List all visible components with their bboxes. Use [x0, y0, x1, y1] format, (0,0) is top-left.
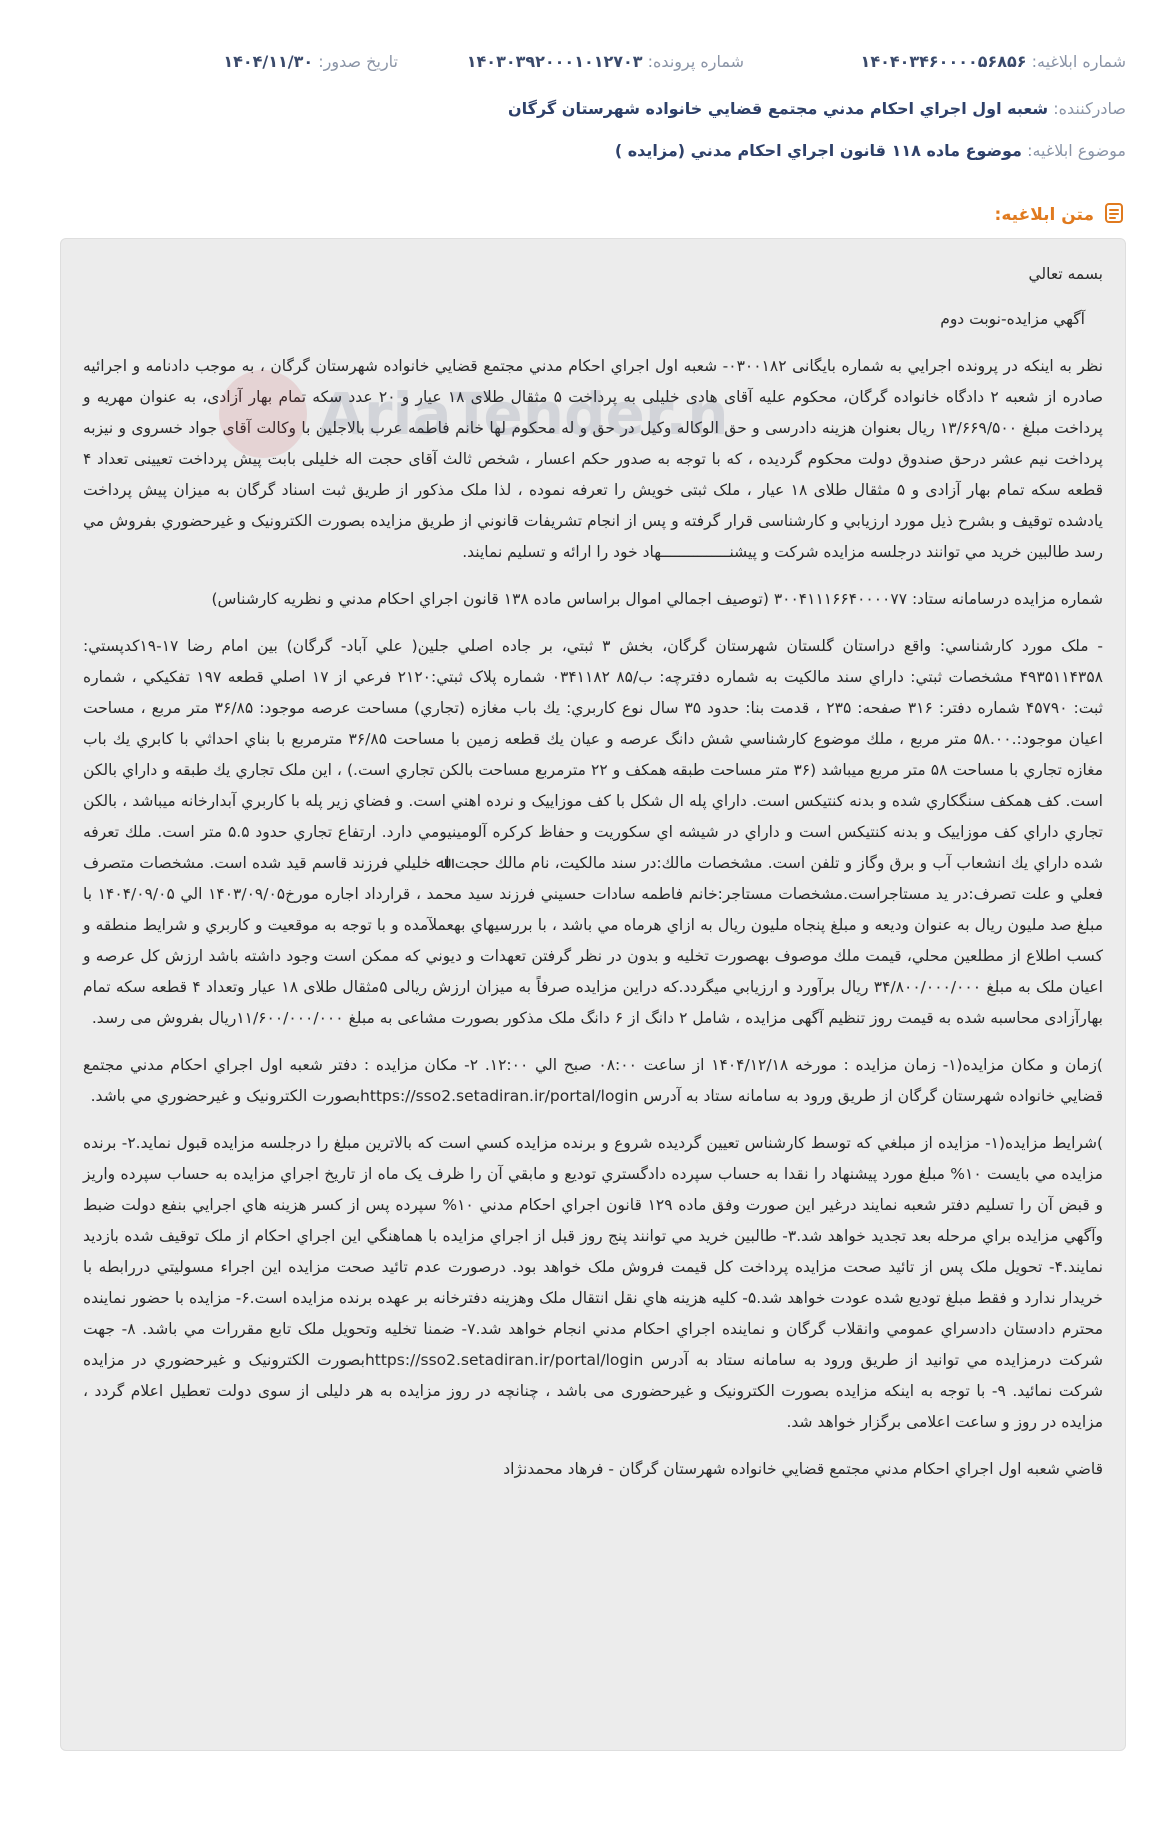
- subject-label: موضوع ابلاغيه:: [1027, 141, 1126, 160]
- notice-text-label: متن ابلاغيه:: [994, 205, 1094, 225]
- issue-date-label: تاريخ صدور:: [318, 52, 398, 71]
- notice-number-value: ۱۴۰۴۰۳۴۶۰۰۰۰۵۶۸۵۶: [860, 52, 1027, 71]
- property-description: - ملک مورد کارشناسي: واقع دراستان گلستان شهرستان گرگان، بخش ۳ ثبتي، بر جاده اصلي جلين( علي آباد- گرگان) بين امام رضا ۱۷-۱۹کدپستي: ۴۹۳۵۱۱۴۳۵۸ مشخصات ثبتي: داراي سند مالکيت به شماره دفترچه: ب/۸۵ ۰۳۴۱۱۸۲ شماره پلاک ثبتي:۲۱۲۰ فرعي از ۱۷ اصلي قطعه ۱۹۷ تفکيکي ، شماره ثبت: ۴۵۷۹۰ شماره دفتر: ۳۱۶ صفحه: ۲۳۵ ، قدمت بنا: حدود ۳۵ سال نوع کاربري: يك باب مغازه (تجاري) مساحت عرصه موجود: ۳۶/۸۵ متر مربع ، مساحت اعيان موجود:.۵۸.۰۰ متر مربع ، ملك موضوع کارشناسي شش دانگ عرصه و عيان يك قطعه زمين با مساحت ۳۶/۸۵ مترمربع با بناي احداثي با کابري يك باب مغازه تجاري با مساحت ۵۸ متر مربع ميباشد (۳۶ متر مساحت طبقه همکف و ۲۲ مترمربع مساحت بالکن تجاري است.) ، اين ملک تجاري يك طبقه و داراي بالکن است. کف همکف سنگکاري شده و بدنه کنتيکس است. داراي پله ال شکل با کف موزاييک و نرده اهني است. و فضاي زير پله با کاربري آبدارخانه ميباشد ، بالکن تجاري داراي کف موزاييک و بدنه کنتيکس است و داراي در شيشه اي سکوريت و حفاظ کرکره آلومينيومي دارد. ارتفاع تجاري حدود ۵.۵ متر است. ملك تعرفه شده داراي يك انشعاب آب و برق وگاز و تلفن است. مشخصات مالك:در سند مالکيت، نام مالك حجت اﷲ خليلي فرزند قاسم قيد شده است. مشخصات متصرف فعلي و علت تصرف:در يد مستاجراست.مشخصات مستاجر:خانم فاطمه سادات حسيني فرزند سيد محمد ، قرارداد اجاره مورخ۱۴۰۳/۰۹/۰۵ الي ۱۴۰۴/۰۹/۰۵ با مبلغ صد مليون ريال به عنوان وديعه و مبلغ پنجاه مليون ريال به ازاي هرماه مي باشد ، با بررسيهاي بهعملآمده و با توجه به موقعيت و کاربري و شرايط منطقه و کسب اطلاع از مطلعين محلي، قيمت ملك موصوف بهصورت تخليه و بدون در نظر گرفتن تعهدات و ديوني که ممکن است وجود داشته باشد ارزش کل عرصه و اعيان ملک به مبلغ ۳۴/۸۰۰/۰۰۰/۰۰۰ ريال برآورد و ارزيابي ميگردد.که دراين مزايده صرفاً به ميزان ارزش ريالی ۵مثقال طلای ۱۸ عيار وتعداد ۴ قطعه سکه تمام بهارآزادی محاسبه شده به قيمت روز تنظيم آگهی مزايده ، شامل ۲ دانگ از ۶ دانگ ملک مذکور بصورت مشاعی به مبلغ ۱۱/۶۰۰/۰۰۰/۰۰۰ريال بفروش می رسد.: [83, 637, 1104, 1027]
- subject-line: [615, 141, 1126, 160]
- case-number: [467, 52, 744, 71]
- issuer-label: صادرکننده:: [1053, 99, 1126, 118]
- notice-text-heading: [995, 201, 1126, 229]
- subject-value: موضوع ماده ۱۱۸ قانون اجراي احکام مدني (مزايده ): [614, 141, 1022, 160]
- intro-paragraph: نظر به اينکه در پرونده اجرايي به شماره بايگانی ۰۳۰۰۱۸۲- شعبه اول اجراي احکام مدني مجتمع قضايي خانواده شهرستان گرگان ، به موجب دادنامه و اجرائيه صادره از شعبه ۲ دادگاه خانواده گرگان، محکوم عليه آقای هادی خليلی به پرداخت ۵ مثقال طلای ۱۸ عيار و ۲۰ عدد سکه تمام بهار آزادی، به عنوان مهريه و پرداخت مبلغ ۱۳/۶۶۹/۵۰۰ ريال بعنوان هزينه دادرسی و حق الوکاله وکيل در حق و له محکوم لها خانم فاطمه عرب بالاجلين با وکالت آقای جواد خسروی و نيزبه پرداخت نيم عشر درحق صندوق دولت محکوم گرديده ، که با توجه به صدور حکم اعسار ، شخص ثالث آقای حجت اله خليلی بابت پيش پرداخت تعيينی تعداد ۴ قطعه سکه تمام بهار آزادی و ۵ مثقال طلای ۱۸ عيار ، ملک ثبتی خويش را تعرفه نموده ، لذا ملک مذکور از طريق ثبت اسناد گرگان به ميزان پيش پرداخت يادشده توقيف و بشرح ذيل مورد ارزيابي و کارشناسی قرار گرفته و پس از انجام تشريفات قانوني از طريق مزايده بصورت الکترونيک و غيرحضوري بفروش مي رسد طالبين خريد مي توانند درجلسه مزايده شرکت و پيشنـــــــــــــــهاد خود را ارائه و تسليم نمايند.: [83, 357, 1104, 561]
- auction-round-title: آگهي مزايده-نوبت دوم: [940, 310, 1085, 328]
- auction-time-place: )زمان و مکان مزايده(۱- زمان مزايده : مورخه ۱۴۰۴/۱۲/۱۸ از ساعت ۰۸:۰۰ صبح الي ۱۲:۰۰. ۲- مکان مزايده : دفتر شعبه اول اجراي احکام مدني مجتمع قضايي خانواده شهرستان گرگان از طريق ورود به سامانه ستاد به آدرس https://sso2.setadiran.ir/portal/loginبصورت الکترونيک و غيرحضوري مي باشد.: [83, 1056, 1103, 1105]
- document-icon: [1102, 201, 1126, 229]
- case-number-value: ۱۴۰۳۰۳۹۲۰۰۰۱۰۱۲۷۰۳: [466, 52, 643, 71]
- watermark-text: AriaTender.n: [319, 380, 729, 448]
- notice-text-box: [60, 238, 1126, 1751]
- issuer-line: [508, 99, 1126, 118]
- setad-auction-number: شماره مزايده درسامانه ستاد: ۳۰۰۴۱۱۱۶۶۴۰۰۰۰۷۷ (توصيف اجمالي اموال براساس ماده ۱۳۸ قانون اجراي احکام مدني و نظريه کارشناس): [211, 590, 1103, 608]
- issue-date: [223, 52, 398, 71]
- bismillah-text: بسمه تعالي: [1028, 265, 1103, 283]
- judge-signature: قاضي شعبه اول اجراي احکام مدني مجتمع قضايي خانواده شهرستان گرگان - فرهاد محمدنژاد: [503, 1460, 1103, 1478]
- notice-number-label: شماره ابلاغيه:: [1031, 52, 1126, 71]
- case-number-label: شماره پرونده:: [647, 52, 744, 71]
- notice-meta-row: [0, 52, 1174, 82]
- issuer-value: شعبه اول اجراي احکام مدني مجتمع قضايي خانواده شهرستان گرگان: [507, 99, 1049, 118]
- notice-number: [861, 52, 1126, 71]
- issue-date-value: ۱۴۰۴/۱۱/۳۰: [223, 52, 314, 71]
- auction-conditions: )شرايط مزايده(۱- مزايده از مبلغي که توسط کارشناس تعيين گرديده شروع و برنده مزايده کسي است که بالاترين مبلغ را درجلسه مزايده قبول نمايد.۲- برنده مزايده مي بايست ۱۰% مبلغ مورد پيشنهاد را نقدا به حساب سپرده دادگستري توديع و مابقي آن را ظرف يک ماه از تاريخ اجراي مزايده به حساب سپرده واريز و قبض آن را تسليم دفتر شعبه نمايند درغير اين صورت وفق ماده ۱۲۹ قانون اجراي احکام مدني ۱۰% سپرده پس از کسر هزينه هاي اجرايي بنفع دولت ضبط وآگهي مزايده براي مرحله بعد تجديد خواهد شد.۳- طالبين خريد مي توانند پنج روز قبل از اجراي مزايده با هماهنگي اين اجراي احکام از ملک توقيف شده بازديد نمايند.۴- تحويل ملک پس از تائيد صحت مزايده پرداخت کل قيمت فروش ملک خواهد بود. درصورت عدم تائيد صحت مزايده اين اجراء مسولیتي دررابطه با خريدار ندارد و فقط مبلغ توديع شده عودت خواهد شد.۵- کليه هزينه هاي نقل انتقال ملک وهزينه دفترخانه بر عهده برنده مزايده است.۶- مزايده با حضور نماينده محترم دادستان دادسراي عمومي وانقلاب گرگان و نماينده اجراي احکام مدني انجام خواهد شد.۷- ضمنا تخليه وتحويل ملک تابع مقررات مي باشد. ۸- جهت شرکت درمزايده مي توانيد از طريق ورود به سامانه ستاد به آدرس https://sso2.setadiran.ir/portal/loginبصورت الکترونيک و غيرحضوري در مزايده شرکت نمائيد. ۹- با توجه به اينکه مزايده بصورت الکترونيک و غيرحضوری می باشد ، چنانچه در روز مزايده به هر دليلی از سوی دولت تعطيل اعلام گردد ، مزايده در روز و ساعت اعلامی برگزار خواهد شد.: [83, 1134, 1104, 1431]
